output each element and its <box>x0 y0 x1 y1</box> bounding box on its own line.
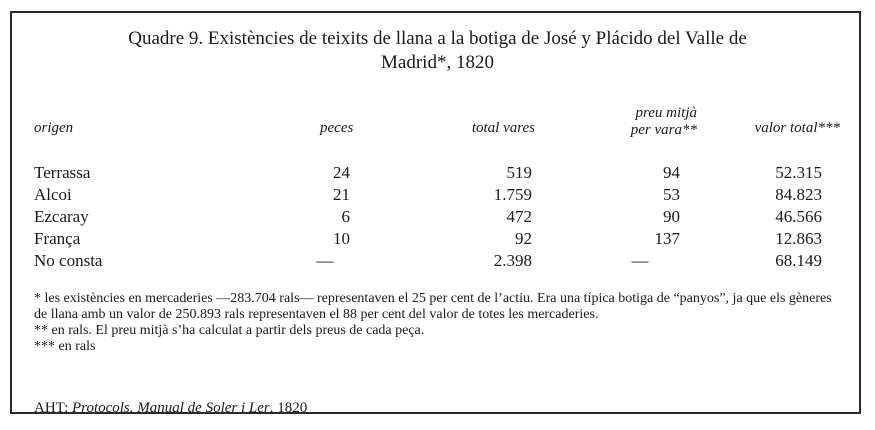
cell-valor: 84.823 <box>775 185 822 204</box>
source-title: Protocols. Manual de Soler i Ler <box>72 400 270 416</box>
table-row <box>0 228 875 250</box>
cell-peces: — <box>316 251 334 270</box>
table-title <box>0 27 875 75</box>
cell-origen: No consta <box>34 251 103 270</box>
header-valor-total: valor total*** <box>754 120 840 136</box>
cell-total-vares: 519 <box>506 163 532 182</box>
cell-valor: 68.149 <box>775 251 822 270</box>
cell-total-vares: 472 <box>506 207 532 226</box>
cell-preu: 53 <box>663 185 680 204</box>
cell-preu: 137 <box>654 229 680 248</box>
cell-total-vares: 2.398 <box>493 251 532 270</box>
header-total-vares: total vares <box>471 120 535 136</box>
cell-origen: Alcoi <box>34 185 72 204</box>
footnote-1: * les existències en mercaderies —283.704 rals— representaven el 25 per cent de l’actiu. Era una típica botiga de “panyos”, ja que els gèneres de llana amb un valor de 250.893 rals representaven el 88 per cent del valor de totes les mercaderies. <box>34 291 832 322</box>
cell-peces: 21 <box>333 185 350 204</box>
table-row <box>0 184 875 206</box>
cell-total-vares: 1.759 <box>493 185 532 204</box>
footnotes <box>34 291 846 355</box>
header-preu-mitja <box>605 105 697 139</box>
cell-origen: Ezcaray <box>34 207 89 226</box>
cell-total-vares: 92 <box>515 229 532 248</box>
header-preu-line-2: per vara** <box>630 122 697 138</box>
cell-origen: França <box>34 229 81 248</box>
source-year: , 1820 <box>269 400 308 416</box>
cell-peces: 24 <box>333 163 350 182</box>
title-line-2: Madrid*, 1820 <box>381 52 494 73</box>
cell-peces: 6 <box>341 207 350 226</box>
cell-preu: 94 <box>663 163 680 182</box>
cell-origen: Terrassa <box>34 163 91 182</box>
table-row <box>0 162 875 184</box>
source-citation <box>34 399 307 417</box>
cell-valor: 12.863 <box>775 229 822 248</box>
cell-peces: 10 <box>333 229 350 248</box>
header-preu-line-1: preu mitjà <box>635 105 697 121</box>
table-row <box>0 206 875 228</box>
cell-valor: 46.566 <box>775 207 822 226</box>
header-peces: peces <box>320 120 354 136</box>
cell-valor: 52.315 <box>775 163 822 182</box>
source-prefix: AHT: <box>34 400 72 416</box>
footnote-3: *** en rals <box>34 339 96 354</box>
footnote-2: ** en rals. El preu mitjà s’ha calculat a partir dels preus de cada peça. <box>34 323 425 338</box>
cell-preu: — <box>631 251 649 270</box>
header-origen: origen <box>34 120 74 136</box>
table-row <box>0 250 875 272</box>
cell-preu: 90 <box>663 207 680 226</box>
title-line-1: Quadre 9. Existències de teixits de llana a la botiga de José y Plácido del Valle de <box>128 28 747 49</box>
